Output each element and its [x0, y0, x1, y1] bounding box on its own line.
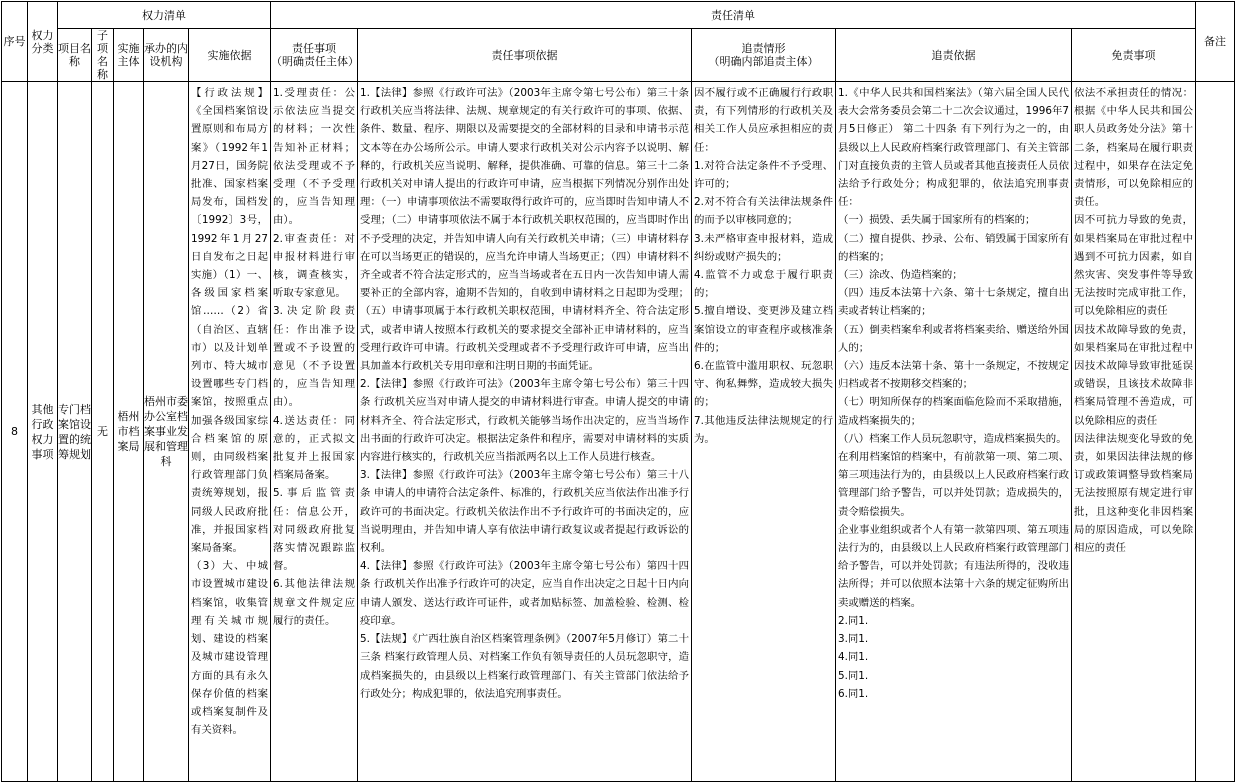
header-accountability-title: 追责情形	[741, 42, 786, 55]
header-resp-items-note: （明确责任主体）	[271, 55, 359, 68]
header-subject: 实施主体	[114, 29, 144, 82]
table-row	[2, 82, 1235, 782]
header-seq: 序号	[2, 2, 28, 82]
row-accountability-basis-cell	[836, 82, 1072, 782]
row-resp-basis: 1.【法律】参照《行政许可法》（2003年主席令第七号公布）第三十条 行政机关应当将法律、法规、规章规定的有关行政许可的事项、依据、条件、数量、程序、期限以及需要提交的全部材料的目录和申请书示范文本等在办公场所公示。申请人要求行政机关对公示内容予以说明、解释的，行政机关应当说明、解释，提供准确、可靠的信息。第三十二条 行政机关对申请人提出的行政许可申请，应当根据下列情况分别作出处理：（一）申请事项依法不需要取得行政许可的，应当即时告知申请人不受理；（二）申请事项依法不属于本行政机关职权范围的，应当即时作出不予受理的决定，并告知申请人向有关行政机关申请；（三）申请材料存在可以当场更正的错误的，应当允许申请人当场更正；（四）申请材料不齐全或者不符合法定形式的，应当当场或者在五日内一次告知申请人需要补正的全部内容，逾期不告知的，自收到申请材料之日起即为受理；（五）申请事项属于本行政机关职权范围，申请材料齐全、符合法定形式，或者申请人按照本行政机关的要求提交全部补正申请材料的，应当受理行政许可申请。行政机关受理或者不予受理行政许可申请，应当出具加盖本行政机关专用印章和注明日期的书面凭证。 2.【法律】参照《行政许可法》（2003年主席令第七号公布）第三十四条 行政机关应当对申请人提交的申请材料进行审查。申请人提交的申请材料齐全、符合法定形式，行政机关能够当场作出决定的，应当当场作出书面的行政许可决定。根据法定条件和程序，需要对申请材料的实质内容进行核实的，行政机关应当指派两名以上工作人员进行核查。 3.【法律】参照《行政许可法》（2003年主席令第七号公布）第三十八条 申请人的申请符合法定条件、标准的，行政机关应当依法作出准予行政许可的书面决定。行政机关依法作出不予行政许可的书面决定的，应当说明理由，并告知申请人享有依法申请行政复议或者提起行政诉讼的权利。 4.【法律】参照《行政许可法》（2003年主席令第七号公布）第四十四条 行政机关作出准予行政许可的决定，应当自作出决定之日起十日内向申请人颁发、送达行政许可证件，或者加贴标签、加盖检验、检测、检疫印章。 5.【法规】《广西壮族自治区档案管理条例》（2007年5月修订）第二十三条 档案行政管理人员、对档案工作负有领导责任的人员玩忽职守，造成档案损失的，由县级以上档案行政管理部门、有关主管部门依法给予行政处分；构成犯罪的，依法追究刑事责任。	[360, 87, 689, 700]
row-seq: 8	[2, 82, 28, 782]
row-agency: 梧州市委办公室档案事业发展和管理科	[144, 82, 189, 782]
header-power-list: 权力清单	[58, 2, 271, 29]
row-exemption-cell	[1072, 82, 1196, 782]
header-accountability-note: （明确内部追责主体）	[708, 55, 819, 68]
header-basis: 实施依据	[189, 29, 271, 82]
header-resp-basis: 责任事项依据	[358, 29, 692, 82]
header-accountability	[692, 29, 836, 82]
row-accountability: 因不履行或不正确履行行政职责，有下列情形的行政机关及相关工作人员应承担相应的责任： 1.对符合法定条件不予受理、许可的； 2.对不符合有关法律法规条件的而予以审核同意的； 3.未严格审查申报材料，造成纠纷或财产损失的； 4.监管不力或怠于履行职责的； 5.擅自增设、变更涉及建立档案馆设立的审查程序或核准条件的； 6.在监管中滥用职权、玩忽职守、徇私舞弊，造成较大损失的； 7.其他违反法律法规规定的行为。	[694, 87, 833, 445]
row-accountability-cell	[692, 82, 836, 782]
header-agency: 承办的内设机构	[144, 29, 189, 82]
header-item-name: 项目名称	[58, 29, 92, 82]
row-accountability-basis: 1.《中华人民共和国档案法》（第六届全国人民代表大会常务委员会第二十二次会议通过，1996年7月5日修正） 第二十四条 有下列行为之一的，由县级以上人民政府档案行政管理部门、有关主管部门对直接负责的主管人员或者其他直接责任人员依法给予行政处分；构成犯罪的，依法追究刑事责任： （一）损毁、丢失属于国家所有的档案的； （二）擅自提供、抄录、公布、销毁属于国家所有的档案的； （三）涂改、伪造档案的； （四）违反本法第十六条、第十七条规定，擅自出卖或者转让档案的； （五）倒卖档案牟利或者将档案卖给、赠送给外国人的； （六）违反本法第十条、第十一条规定，不按规定归档或者不按期移交档案的； （七）明知所保存的档案面临危险而不采取措施，造成档案损失的； （八）档案工作人员玩忽职守，造成档案损失的。 在利用档案馆的档案中，有前款第一项、第二项、第三项违法行为的，由县级以上人民政府档案行政管理部门给予警告，可以并处罚款；造成损失的，责令赔偿损失。 企业事业组织或者个人有第一款第四项、第五项违法行为的，由县级以上人民政府档案行政管理部门给予警告，可以并处罚款；有违法所得的，没收违法所得；并可以依照本法第十六条的规定征购所出卖或赠送的档案。 2.同1. 3.同1. 4.同1. 5.同1. 6.同1.	[838, 87, 1069, 700]
header-exemption: 免责事项	[1072, 29, 1196, 82]
row-sub-item: 无	[92, 82, 114, 782]
row-resp-items: 1.受理责任：公示依法应当提交的材料；一次性告知补正材料；依法受理或不予受理（不予受理的，应当告知理由）。 2.审查责任：对申报材料进行审核，调查核实，听取专家意见。 3.决定阶段责任：作出准予设置或不予设置的意见（不予设置的，应当告知理由）。 4.送达责任：同意的，正式拟文批复并上报国家档案局备案。 5.事后监管责任：信息公开，对同级政府批复落实情况跟踪监督。 6.其他法律法规规章文件规定应履行的责任。	[273, 87, 355, 627]
header-responsibility-list: 责任清单	[271, 2, 1196, 29]
row-subject: 梧州市档案局	[114, 82, 144, 782]
row-category: 其他行政权力事项	[28, 82, 58, 782]
header-resp-items-title: 责任事项	[292, 42, 336, 55]
power-responsibility-table	[1, 1, 1235, 782]
header-category: 权力分类	[28, 2, 58, 82]
header-sub-item: 子项名称	[92, 29, 114, 82]
row-basis-cell	[189, 82, 271, 782]
header-resp-items	[271, 29, 358, 82]
row-resp-basis-cell	[358, 82, 692, 782]
row-remarks	[1196, 82, 1235, 782]
row-basis: 【行政法规】《全国档案馆设置原则和布局方案》（1992年1月27日，国务院批准、国家档案局发布，国档发〔1992〕3号，1992年1月27日自发布之日起实施）（1）一、各级国家档案馆……（2）省（自治区、直辖市）以及计划单列市、特大城市设置哪些专门档案馆，按照重点加强各级国家综合档案馆的原则，由同级档案行政管理部门负责统筹规划，报同级人民政府批准，并报国家档案局备案。 （3）大、中城市设置城市建设档案馆，收集管理有关城市规划、建设的档案及城市建设管理方面的具有永久保存价值的档案或档案复制件及有关资料。	[191, 87, 268, 737]
row-resp-items-cell	[271, 82, 358, 782]
row-exemption: 依法不承担责任的情况：根据《中华人民共和国公职人员政务处分法》第十二条，档案局在履行职责过程中，如果存在法定免责情形，可以免除相应的责任。 因不可抗力导致的免责，如果档案局在审批过程中遇到不可抗力因素，如自然灾害、突发事件等导致无法按时完成审批工作，可以免除相应的责任 因技术故障导致的免责，如果档案局在审批过程中因技术故障导致审批延误或错误，且该技术故障非档案局管理不善造成，可以免除相应的责任 因法律法规变化导致的免责，如果因法律法规的修订或政策调整导致档案局无法按照原有规定进行审批，且这种变化非因档案局的原因造成，可以免除相应的责任	[1074, 87, 1193, 555]
row-item-name: 专门档案馆设置的统筹规划	[58, 82, 92, 782]
header-remarks: 备注	[1196, 2, 1235, 82]
header-accountability-basis: 追责依据	[836, 29, 1072, 82]
